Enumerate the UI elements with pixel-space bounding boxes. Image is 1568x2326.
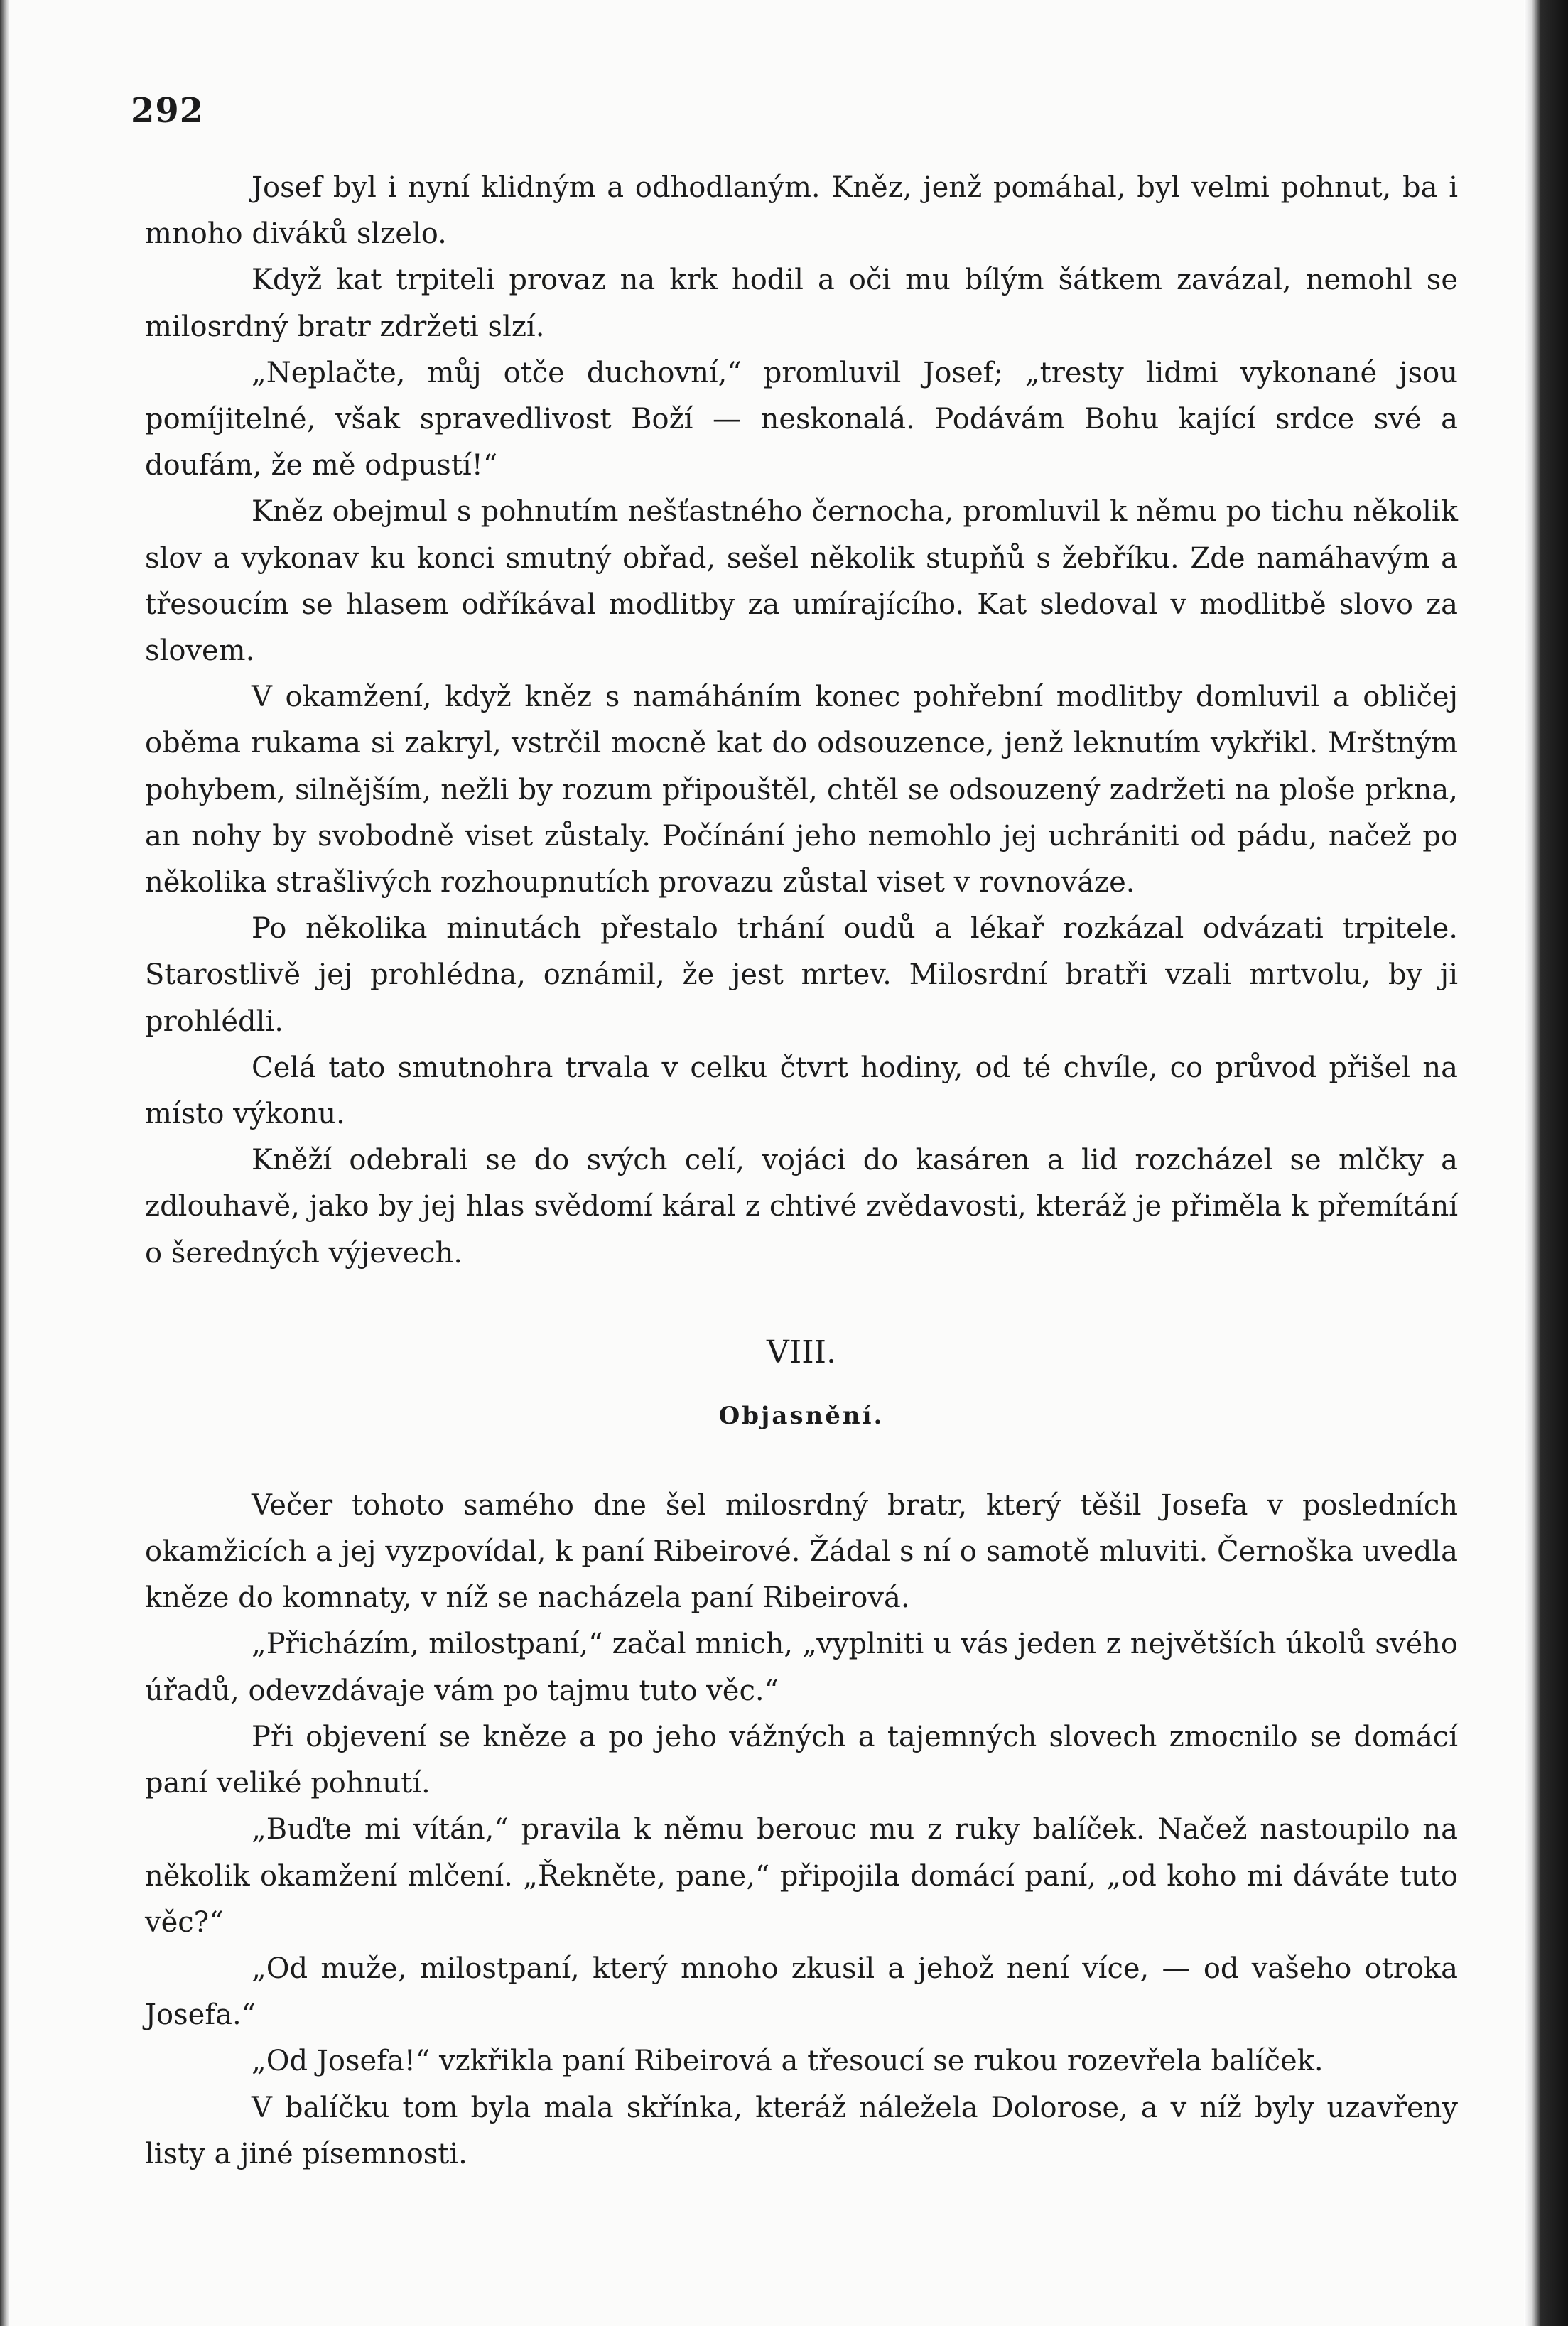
paragraph: Celá tato smutnohra trvala v celku čtvrt hodiny, od té chvíle, co průvod přišel na místo výkonu. bbox=[145, 1051, 1458, 1131]
chapter-heading bbox=[145, 1277, 1458, 1483]
paragraph: Josef byl i nyní klidným a odhodlaným. Kněz, jenž pomáhal, byl velmi pohnut, ba i mnoho diváků slzelo. bbox=[145, 171, 1458, 251]
chapter-number: VIII. bbox=[767, 1334, 836, 1370]
paragraph: „Od muže, milostpaní, který mnoho zkusil a jehož není více, — od vašeho otroka Josefa.“ bbox=[145, 1952, 1458, 2032]
scan-edge-right bbox=[1524, 0, 1568, 2326]
page-text bbox=[145, 165, 1458, 2178]
paragraph: Při objevení se kněze a po jeho vážných a tajemných slovech zmocnilo se domácí paní veliké pohnutí. bbox=[145, 1720, 1458, 1800]
paragraph: „Buďte mi vítán,“ pravila k němu berouc mu z ruky balíček. Načež nastoupilo na několik okamžení mlčení. „Řekněte, pane,“ připojila domácí paní, „od koho mi dáváte tuto věc?“ bbox=[145, 1813, 1458, 1939]
paragraph: Po několika minutách přestalo trhání oudů a lékař rozkázal odvázati trpitele. Starostlivě jej prohlédna, oznámil, že jest mrtev. Milosrdní bratři vzali mrtvolu, by ji prohlédli. bbox=[145, 912, 1458, 1038]
paragraph: „Přicházím, milostpaní,“ začal mnich, „vyplniti u vás jeden z největších úkolů svého úřadů, odevzdávaje vám po tajmu tuto věc.“ bbox=[145, 1628, 1458, 1707]
paragraph: V okamžení, když kněz s namáháním konec pohřební modlitby domluvil a obličej oběma rukama si zakryl, vstrčil mocně kat do odsouzence, jenž leknutím vykřikl. Mrštným pohybem, silnějším, nežli by rozum připouštěl, chtěl se odsouzený zadržeti na ploše prkna, an nohy by svobodně viset zůstaly. Počínání jeho nemohlo jej uchrániti od pádu, načež po několika strašlivých rozhoupnutích provazu zůstal viset v rovnováze. bbox=[145, 681, 1458, 899]
paragraph: Když kat trpiteli provaz na krk hodil a oči mu bílým šátkem zavázal, nemohl se milosrdný bratr zdržeti slzí. bbox=[145, 264, 1458, 343]
scan-border-left bbox=[0, 0, 10, 2326]
book-page bbox=[10, 0, 1524, 2326]
paragraph: Večer tohoto samého dne šel milosrdný bratr, který těšil Josefa v posledních okamžicích a jej vyzpovídal, k paní Ribeirové. Žádal s ní o samotě mluviti. Černoška uvedla kněze do komnaty, v níž se nacházela paní Ribeirová. bbox=[145, 1488, 1458, 1615]
page-number: 292 bbox=[131, 91, 205, 131]
chapter-title: Objasnění. bbox=[718, 1401, 885, 1430]
paragraph: „Neplačte, můj otče duchovní,“ promluvil Josef; „tresty lidmi vykonané jsou pomíjitelné, však spravedlivost Boží — neskonalá. Podávám Bohu kající srdce své a doufám, že mě odpustí!“ bbox=[145, 356, 1458, 482]
paragraph: V balíčku tom byla mala skřínka, kteráž náležela Dolorose, a v níž byly uzavřeny listy a jiné písemnosti. bbox=[145, 2091, 1458, 2170]
paragraph: Kněží odebrali se do svých celí, vojáci do kasáren a lid rozcházel se mlčky a zdlouhavě, jako by jej hlas svědomí káral z chtivé zvědavosti, kteráž je přiměla k přemítání o šeredných výjevech. bbox=[145, 1144, 1458, 1270]
paragraph: „Od Josefa!“ vzkřikla paní Ribeirová a třesoucí se rukou rozevřela balíček. bbox=[252, 2045, 1324, 2078]
paragraph: Kněz obejmul s pohnutím nešťastného černocha, promluvil k němu po tichu několik slov a vykonav ku konci smutný obřad, sešel několik stupňů s žebříku. Zde namáhavým a třesoucím se hlasem odříkával modlitby za umírajícího. Kat sledoval v modlitbě slovo za slovem. bbox=[145, 495, 1458, 668]
